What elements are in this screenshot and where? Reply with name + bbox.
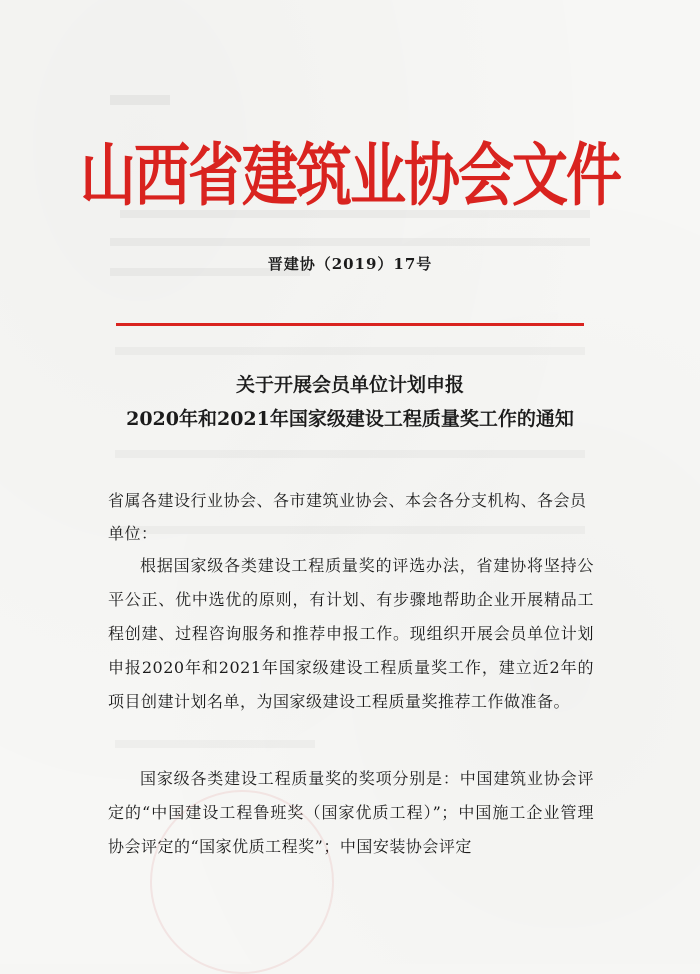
bleed-through-mark <box>115 740 315 748</box>
bleed-through-mark <box>115 450 585 458</box>
salutation: 省属各建设行业协会、各市建筑业协会、本会各分支机构、各会员单位： <box>108 491 587 543</box>
bleed-through-mark <box>115 347 585 355</box>
organization-title: 山西省建筑业协会文件 <box>80 136 620 216</box>
body-paragraph-2: 国家级各类建设工程质量奖的奖项分别是：中国建筑业协会评定的“中国建设工程鲁班奖（国家优质工程）”；中国施工企业管理协会评定的“国家优质工程奖”；中国安装协会评定 <box>108 769 594 856</box>
notice-title-line1: 关于开展会员单位计划申报 <box>235 374 464 396</box>
notice-title-line2: 2020年和2021年国家级建设工程质量奖工作的通知 <box>126 408 574 430</box>
faint-seal-stamp <box>150 790 334 974</box>
document-number: 晋建协（2019）17号 <box>267 255 433 273</box>
body-paragraph-1: 根据国家级各类建设工程质量奖的评选办法，省建协将坚持公平公正、优中选优的原则，有计划、有步骤地帮助企业开展精品工程创建、过程咨询服务和推荐申报工作。现组织开展会员单位计划申报2020年和2021年国家级建设工程质量奖工作，建立近2年的项目创建计划名单，为国家级建设工程质量奖推荐工作做准备。 <box>108 556 594 711</box>
red-divider <box>116 323 584 326</box>
bleed-through-mark <box>110 238 590 246</box>
bleed-through-mark <box>110 95 170 105</box>
